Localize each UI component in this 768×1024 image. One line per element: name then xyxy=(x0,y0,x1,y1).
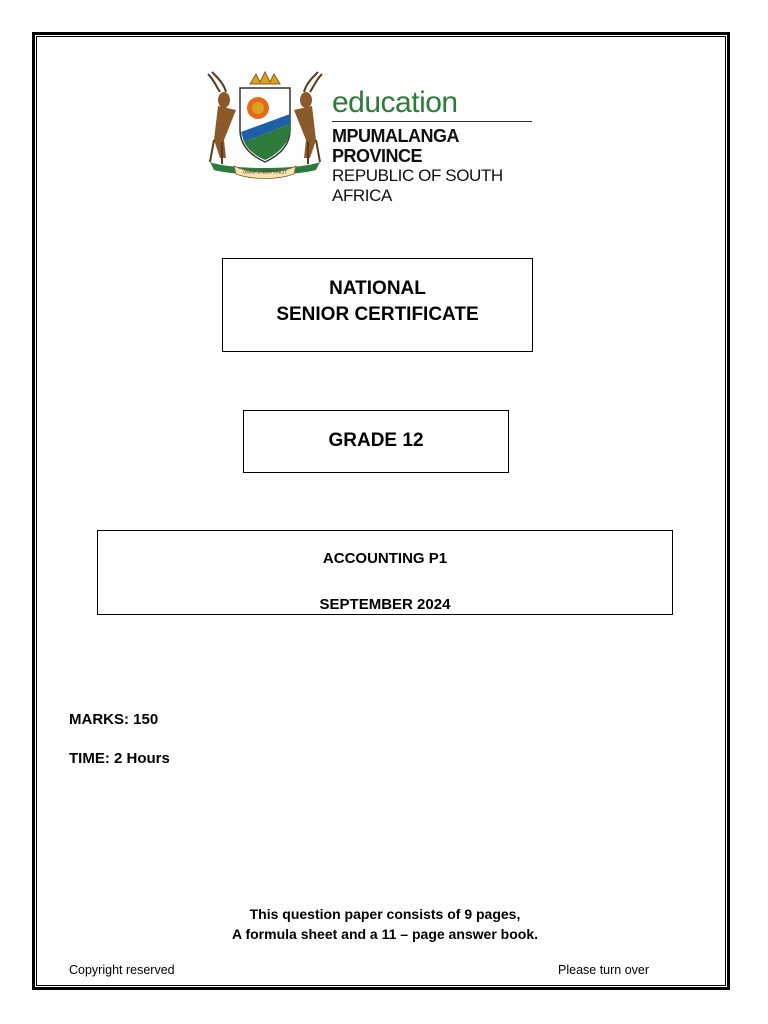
title-line-2: SENIOR CERTIFICATE xyxy=(276,304,479,325)
brand-country: REPUBLIC OF SOUTH AFRICA xyxy=(332,166,503,205)
grade-label: GRADE 12 xyxy=(328,430,424,451)
title-box xyxy=(222,258,533,352)
footer-turn-over: Please turn over xyxy=(558,963,650,977)
contents-line-1: This question paper consists of 9 pages, xyxy=(249,906,521,922)
subject-title: ACCOUNTING P1 xyxy=(322,550,448,567)
crest-motto: OMNIA LABOR VINCIT xyxy=(243,169,287,175)
coat-of-arms-icon xyxy=(200,70,330,180)
time-label: TIME: 2 Hours xyxy=(69,750,170,767)
brand-education: education xyxy=(332,86,458,119)
exam-session: SEPTEMBER 2024 xyxy=(319,596,451,613)
brand-province: MPUMALANGA PROVINCE xyxy=(332,126,459,166)
title-line-1: NATIONAL xyxy=(329,278,426,299)
brand-text xyxy=(332,88,540,206)
brand-divider xyxy=(332,121,532,122)
grade-box xyxy=(243,410,509,473)
footer-copyright: Copyright reserved xyxy=(69,963,175,977)
paper-contents-note xyxy=(97,904,673,944)
marks-label: MARKS: 150 xyxy=(69,711,159,728)
contents-line-2: A formula sheet and a 11 – page answer book. xyxy=(231,926,539,942)
subject-box xyxy=(97,530,673,615)
department-logo xyxy=(200,70,540,205)
